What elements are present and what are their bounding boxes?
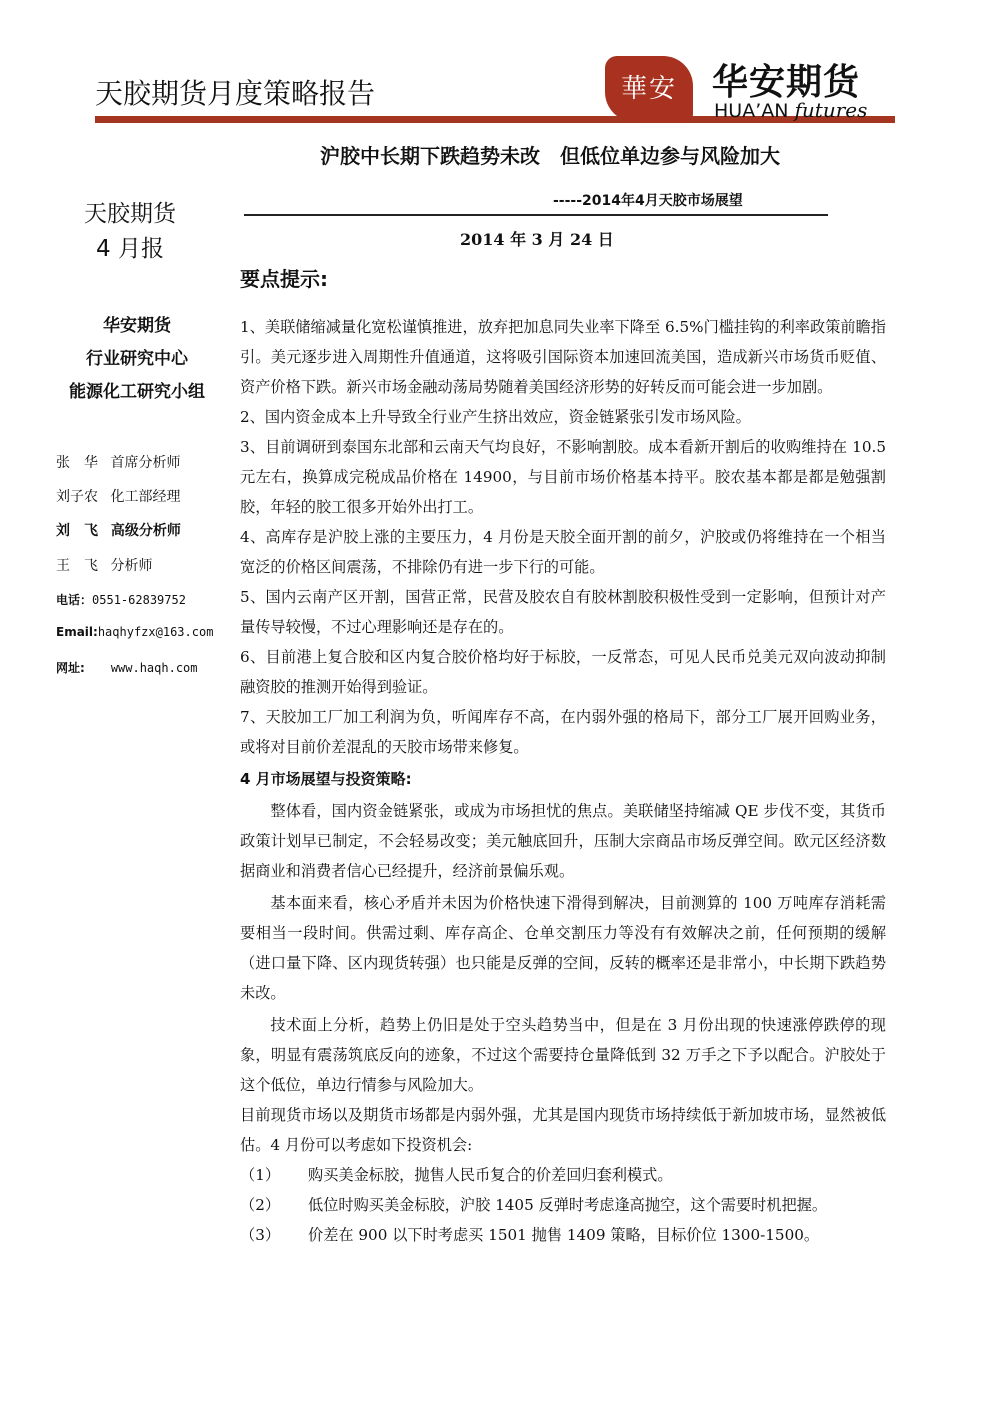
- option-text: 购买美金标胶，抛售人民币复合的价差回归套利模式。: [308, 1166, 673, 1184]
- key-point: 7、天胶加工厂加工利润为负，听闻库存不高，在内弱外强的格局下，部分工厂展开回购业务，或将对目前价差混乱的天胶市场带来修复。: [240, 708, 886, 756]
- org-line: 能源化工研究小组: [69, 382, 205, 402]
- sidebar-title-line2: 4 月报: [96, 236, 164, 262]
- logo-seal: 華安: [620, 74, 677, 104]
- analyst-row: [56, 555, 152, 575]
- analyst-row: [56, 520, 181, 540]
- sidebar-org: [52, 310, 222, 409]
- analyst-row: [56, 486, 180, 506]
- headline: 沪胶中长期下跌趋势未改 但低位单边参与风险加大: [320, 144, 780, 168]
- report-date: 2014 年 3 月 24 日: [460, 230, 614, 249]
- web-value[interactable]: www.haqh.com: [110, 661, 198, 675]
- phone-value: 0551-62839752: [92, 593, 186, 607]
- headline-rule: [244, 214, 828, 216]
- key-point: 5、国内云南产区开割，国营正常，民营及胶农自有胶林割胶积极性受到一定影响，但预计对产量传导较慢，不过心理影响还是存在的。: [240, 588, 886, 636]
- analyst-role: 首席分析师: [110, 455, 181, 471]
- org-line: 华安期货: [103, 316, 171, 336]
- strategy-summary: 目前现货市场以及期货市场都是内弱外强，尤其是国内现货市场持续低于新加坡市场，显然被低估。4 月份可以考虑如下投资机会:: [240, 1106, 886, 1154]
- strategy-paragraph: 基本面来看，核心矛盾并未因为价格快速下滑得到解决，目前测算的 100 万吨库存消耗需要相当一段时间。供需过剩、库存高企、仓单交割压力等没有有效解决之前，任何预期的缓解（进口量下降、区内现货转强）也只能是反弹的空间，反转的概率还是非常小，中长期下跌趋势未改。: [240, 894, 886, 1002]
- email-value[interactable]: haqhyfzx@163.com: [97, 625, 214, 639]
- option-text: 价差在 900 以下时考虑买 1501 抛售 1409 策略，目标价位 1300-1500。: [308, 1226, 820, 1244]
- web-label: 网址:: [56, 661, 85, 675]
- strategy-paragraph: 技术面上分析，趋势上仍旧是处于空头趋势当中，但是在 3 月份出现的快速涨停跌停的现象，明显有震荡筑底反向的迹象，不过这个需要持仓量降低到 32 万手之下予以配合。沪胶处于这个低位，单边行情参与风险加大。: [240, 1016, 886, 1094]
- sidebar-title: [60, 197, 200, 267]
- strategy-title: 4 月市场展望与投资策略:: [240, 770, 412, 788]
- analyst-name: 刘子农: [56, 489, 98, 505]
- contact-email: [56, 625, 213, 639]
- brand-en-script: futures: [794, 98, 868, 122]
- key-point: 1、美联储缩减量化宽松谨慎推进，放弃把加息同失业率下降至 6.5%门槛挂钩的利率政策前瞻指引。美元逐步进入周期性升值通道，这将吸引国际资本加速回流美国，造成新兴市场货币贬值、资产价格下跌。新兴市场金融动荡局势随着美国经济形势的好转反而可能会进一步加剧。: [240, 318, 886, 396]
- sidebar-title-line1: 天胶期货: [84, 201, 176, 227]
- analyst-name: 张 华: [56, 455, 98, 471]
- analyst-role: 高级分析师: [110, 523, 181, 539]
- strategy-paragraph: 整体看，国内资金链紧张，或成为市场担忧的焦点。美联储坚持缩减 QE 步伐不变，其货币政策计划早已制定，不会轻易改变；美元触底回升，压制大宗商品市场反弹空间。欧元区经济数据商业和消费者信心已经提升，经济前景偏乐观。: [240, 802, 886, 880]
- contact-web: [56, 659, 198, 676]
- option-number: （2）: [240, 1196, 281, 1214]
- email-label: Email:: [56, 625, 98, 639]
- contact-phone: [56, 591, 186, 608]
- analyst-role: 分析师: [110, 558, 153, 574]
- option-number: （1）: [240, 1166, 281, 1184]
- strategy-option: [240, 1160, 886, 1190]
- main-content: [240, 312, 886, 1250]
- brand-name-cn: 华安期货: [712, 62, 861, 103]
- subline: -----2014年4月天胶市场展望: [553, 193, 743, 209]
- key-point: 2、国内资金成本上升导致全行业产生挤出效应，资金链紧张引发市场风险。: [240, 408, 751, 426]
- analyst-role: 化工部经理: [110, 489, 181, 505]
- phone-label: 电话：: [56, 593, 93, 607]
- key-points-title: 要点提示:: [240, 267, 328, 291]
- org-line: 行业研究中心: [86, 349, 188, 369]
- strategy-option: [240, 1190, 886, 1220]
- analyst-name: 刘 飞: [56, 523, 98, 539]
- option-text: 低位时购买美金标胶，沪胶 1405 反弹时考虑逢高抛空，这个需要时机把握。: [308, 1196, 828, 1214]
- key-point: 3、目前调研到泰国东北部和云南天气均良好，不影响割胶。成本看新开割后的收购维持在 10.5 元左右，换算成完税成品价格在 14900，与目前市场价格基本持平。胶农基本都是都是勉强割胶，年轻的胶工很多开始外出打工。: [240, 438, 886, 516]
- report-title: 天胶期货月度策略报告: [95, 77, 376, 110]
- brand-en-text: HUA’AN: [714, 100, 789, 122]
- key-point: 4、高库存是沪胶上涨的主要压力，4 月份是天胶全面开割的前夕，沪胶或仍将维持在一个相当宽泛的价格区间震荡，不排除仍有进一步下行的可能。: [240, 528, 886, 576]
- analyst-name: 王 飞: [56, 558, 98, 574]
- analyst-row: [56, 452, 180, 472]
- strategy-option: [240, 1220, 886, 1250]
- brand-name-en: [714, 98, 867, 122]
- key-point: 6、目前港上复合胶和区内复合胶价格均好于标胶，一反常态，可见人民币兑美元双向波动抑制融资胶的推测开始得到验证。: [240, 648, 886, 696]
- option-number: （3）: [240, 1226, 281, 1244]
